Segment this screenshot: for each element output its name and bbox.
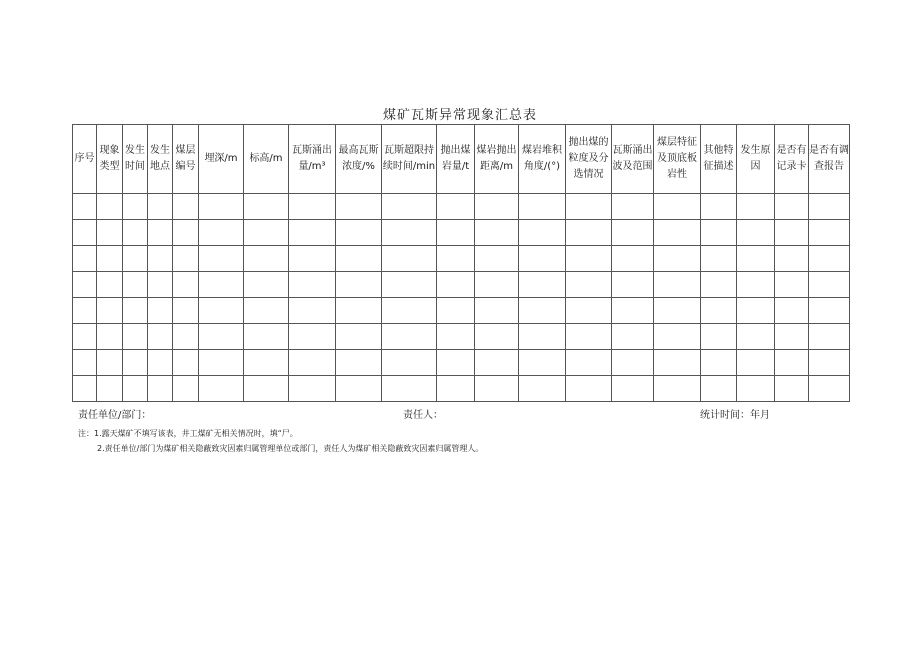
column-header — [612, 125, 654, 194]
column-header-label: 其他特征描述 — [703, 145, 734, 172]
table-cell[interactable] — [173, 376, 199, 402]
table-cell[interactable] — [654, 324, 701, 350]
column-header-label: 抛出煤的粒度及分选情况 — [568, 137, 609, 180]
table-cell[interactable] — [123, 246, 148, 272]
table-cell[interactable] — [148, 194, 173, 220]
column-header-label: 煤层编号 — [175, 145, 196, 172]
column-header-label: 埋深/m — [204, 153, 238, 164]
table-cell[interactable] — [199, 220, 244, 246]
table-cell[interactable] — [809, 220, 850, 246]
table-cell[interactable] — [289, 194, 336, 220]
table-cell[interactable] — [519, 220, 566, 246]
table-cell[interactable] — [475, 298, 519, 324]
table-cell[interactable] — [701, 298, 737, 324]
table-cell[interactable] — [97, 350, 123, 376]
table-cell[interactable] — [199, 272, 244, 298]
table-cell[interactable] — [173, 350, 199, 376]
table-cell[interactable] — [519, 298, 566, 324]
table-cell[interactable] — [475, 350, 519, 376]
table-cell[interactable] — [566, 376, 612, 402]
table-cell[interactable] — [244, 350, 289, 376]
table-cell[interactable] — [566, 324, 612, 350]
table-cell[interactable] — [199, 376, 244, 402]
table-cell[interactable] — [519, 194, 566, 220]
table-cell[interactable] — [199, 246, 244, 272]
table-cell[interactable] — [654, 194, 701, 220]
table-cell[interactable] — [123, 376, 148, 402]
table-cell[interactable] — [244, 298, 289, 324]
table-cell[interactable] — [97, 298, 123, 324]
table-cell[interactable] — [737, 376, 775, 402]
table-cell[interactable] — [97, 220, 123, 246]
summary-table — [72, 124, 850, 402]
table-cell[interactable] — [737, 246, 775, 272]
table-cell[interactable] — [737, 324, 775, 350]
table-row — [73, 272, 850, 298]
table-cell[interactable] — [289, 376, 336, 402]
column-header — [382, 125, 437, 194]
table-cell[interactable] — [382, 194, 437, 220]
column-header-label: 煤层特征及顶底板岩性 — [657, 137, 697, 180]
table-cell[interactable] — [475, 246, 519, 272]
table-cell[interactable] — [244, 272, 289, 298]
table-cell[interactable] — [809, 246, 850, 272]
table-cell[interactable] — [519, 272, 566, 298]
table-cell[interactable] — [437, 376, 475, 402]
column-header — [97, 125, 123, 194]
column-header — [73, 125, 97, 194]
table-cell[interactable] — [654, 220, 701, 246]
column-header-label: 是否有记录卡 — [776, 145, 807, 172]
table-cell[interactable] — [654, 376, 701, 402]
table-cell[interactable] — [97, 272, 123, 298]
table-cell[interactable] — [199, 298, 244, 324]
column-header — [289, 125, 336, 194]
table-cell[interactable] — [336, 376, 382, 402]
table-cell[interactable] — [809, 194, 850, 220]
column-header — [199, 125, 244, 194]
table-cell[interactable] — [775, 272, 809, 298]
table-cell[interactable] — [519, 376, 566, 402]
table-cell[interactable] — [612, 350, 654, 376]
table-cell[interactable] — [775, 246, 809, 272]
table-cell[interactable] — [148, 272, 173, 298]
table-cell[interactable] — [654, 298, 701, 324]
column-header-label: 发生原因 — [740, 145, 771, 172]
table-cell[interactable] — [289, 350, 336, 376]
table-cell[interactable] — [701, 272, 737, 298]
table-cell[interactable] — [97, 194, 123, 220]
table-cell[interactable] — [654, 272, 701, 298]
table-row — [73, 194, 850, 220]
table-cell[interactable] — [289, 220, 336, 246]
table-cell[interactable] — [173, 220, 199, 246]
table-row — [73, 220, 850, 246]
note-1: 注：1.露天煤矿不填写该表，井工煤矿无相关情况时，填“尸。 — [78, 429, 298, 438]
table-cell[interactable] — [519, 246, 566, 272]
footer-responsible-person: 责任人： — [403, 410, 443, 421]
table-cell[interactable] — [382, 298, 437, 324]
table-cell[interactable] — [612, 272, 654, 298]
column-header — [336, 125, 382, 194]
table-cell[interactable] — [148, 324, 173, 350]
table-cell[interactable] — [97, 246, 123, 272]
table-cell[interactable] — [701, 324, 737, 350]
table-cell[interactable] — [382, 272, 437, 298]
table-cell[interactable] — [173, 272, 199, 298]
table-cell[interactable] — [148, 298, 173, 324]
table-cell[interactable] — [775, 220, 809, 246]
column-header — [437, 125, 475, 194]
table-cell[interactable] — [336, 324, 382, 350]
table-cell[interactable] — [97, 376, 123, 402]
table-cell[interactable] — [382, 246, 437, 272]
table-cell[interactable] — [336, 246, 382, 272]
table-cell[interactable] — [519, 350, 566, 376]
table-cell[interactable] — [437, 350, 475, 376]
table-cell[interactable] — [612, 194, 654, 220]
note-2: 2.责任单位/部门为煤矿相关隐蔽致灾因素归属管理单位或部门，责任人为煤矿相关隐蔽致灾因素归属管理人。 — [97, 444, 484, 453]
table-cell[interactable] — [73, 376, 97, 402]
table-cell[interactable] — [73, 246, 97, 272]
column-header — [173, 125, 199, 194]
table-cell[interactable] — [73, 272, 97, 298]
table-cell[interactable] — [199, 350, 244, 376]
page-title: 煤矿瓦斯异常现象汇总表 — [382, 108, 537, 123]
table-cell[interactable] — [148, 350, 173, 376]
table-cell[interactable] — [382, 350, 437, 376]
column-header-label: 发生地点 — [150, 145, 170, 172]
table-row — [73, 376, 850, 402]
column-header-label: 煤岩堆积角度/(°) — [522, 145, 562, 172]
table-cell[interactable] — [173, 298, 199, 324]
table-cell[interactable] — [382, 220, 437, 246]
table-cell[interactable] — [173, 246, 199, 272]
table-row — [73, 324, 850, 350]
table-cell[interactable] — [809, 376, 850, 402]
table-cell[interactable] — [73, 298, 97, 324]
column-header — [701, 125, 737, 194]
table-cell[interactable] — [566, 194, 612, 220]
table-cell[interactable] — [244, 246, 289, 272]
table-cell[interactable] — [336, 272, 382, 298]
table-row — [73, 246, 850, 272]
table-cell[interactable] — [199, 194, 244, 220]
footer-responsible-unit: 责任单位/部门： — [78, 410, 152, 421]
table-cell[interactable] — [775, 194, 809, 220]
column-header — [123, 125, 148, 194]
table-cell[interactable] — [775, 298, 809, 324]
table-cell[interactable] — [123, 220, 148, 246]
column-header-label: 抛出煤岩量/t — [440, 145, 471, 172]
table-cell[interactable] — [612, 376, 654, 402]
table-cell[interactable] — [475, 376, 519, 402]
table-cell[interactable] — [336, 298, 382, 324]
table-cell[interactable] — [654, 246, 701, 272]
table-cell[interactable] — [123, 298, 148, 324]
table-cell[interactable] — [199, 324, 244, 350]
column-header-label: 现象类型 — [99, 145, 120, 172]
table-cell[interactable] — [336, 194, 382, 220]
column-header-label: 瓦斯超限持续时间/min — [382, 145, 436, 172]
table-cell[interactable] — [775, 324, 809, 350]
column-header-label: 是否有调查报告 — [809, 145, 849, 172]
table-cell[interactable] — [737, 298, 775, 324]
table-cell[interactable] — [382, 376, 437, 402]
table-cell[interactable] — [123, 272, 148, 298]
table-cell[interactable] — [775, 376, 809, 402]
table-cell[interactable] — [566, 350, 612, 376]
table-cell[interactable] — [809, 298, 850, 324]
table-row — [73, 298, 850, 324]
table-cell[interactable] — [737, 350, 775, 376]
table-cell[interactable] — [289, 246, 336, 272]
table-cell[interactable] — [244, 324, 289, 350]
table-cell[interactable] — [654, 350, 701, 376]
column-header — [475, 125, 519, 194]
table-cell[interactable] — [612, 246, 654, 272]
table-cell[interactable] — [148, 220, 173, 246]
table-cell[interactable] — [148, 376, 173, 402]
table-cell[interactable] — [475, 272, 519, 298]
table-cell[interactable] — [123, 350, 148, 376]
column-header — [566, 125, 612, 194]
table-cell[interactable] — [612, 324, 654, 350]
column-header-label: 瓦斯涌出波及范围 — [612, 145, 653, 172]
table-cell[interactable] — [73, 350, 97, 376]
table-cell[interactable] — [123, 194, 148, 220]
table-cell[interactable] — [437, 246, 475, 272]
footer-statistics-time: 统计时间：年月 — [700, 410, 770, 421]
table-body — [73, 194, 850, 402]
table-cell[interactable] — [289, 272, 336, 298]
table-cell[interactable] — [809, 324, 850, 350]
table-cell[interactable] — [148, 246, 173, 272]
table-cell[interactable] — [475, 324, 519, 350]
table-cell[interactable] — [566, 246, 612, 272]
table-cell[interactable] — [701, 220, 737, 246]
table-cell[interactable] — [336, 350, 382, 376]
column-header — [809, 125, 850, 194]
column-header-label: 瓦斯涌出量/m³ — [292, 145, 332, 172]
table-header-row — [73, 125, 850, 194]
table-cell[interactable] — [244, 220, 289, 246]
table-cell[interactable] — [612, 220, 654, 246]
table-row — [73, 350, 850, 376]
table-cell[interactable] — [775, 350, 809, 376]
table-cell[interactable] — [737, 194, 775, 220]
table-cell[interactable] — [566, 272, 612, 298]
table-cell[interactable] — [519, 324, 566, 350]
table-cell[interactable] — [437, 298, 475, 324]
table-cell[interactable] — [566, 220, 612, 246]
table-cell[interactable] — [73, 194, 97, 220]
table-cell[interactable] — [566, 298, 612, 324]
table-cell[interactable] — [475, 194, 519, 220]
table-cell[interactable] — [437, 220, 475, 246]
table-cell[interactable] — [701, 194, 737, 220]
table-cell[interactable] — [173, 324, 199, 350]
table-cell[interactable] — [244, 376, 289, 402]
column-header-label: 标高/m — [249, 153, 283, 164]
table-cell[interactable] — [737, 220, 775, 246]
table-cell[interactable] — [475, 220, 519, 246]
table-cell[interactable] — [173, 194, 199, 220]
column-header — [654, 125, 701, 194]
table-cell[interactable] — [382, 324, 437, 350]
table-cell[interactable] — [97, 324, 123, 350]
table-cell[interactable] — [809, 350, 850, 376]
table-cell[interactable] — [289, 298, 336, 324]
table-cell[interactable] — [244, 194, 289, 220]
table-cell[interactable] — [437, 324, 475, 350]
column-header-label: 最高瓦斯浓度/% — [338, 145, 379, 172]
column-header-label: 序号 — [74, 153, 95, 164]
table-cell[interactable] — [612, 298, 654, 324]
column-header — [737, 125, 775, 194]
column-header — [148, 125, 173, 194]
table-cell[interactable] — [73, 220, 97, 246]
column-header — [519, 125, 566, 194]
table-cell[interactable] — [701, 350, 737, 376]
table-cell[interactable] — [437, 272, 475, 298]
table-cell[interactable] — [73, 324, 97, 350]
table-cell[interactable] — [737, 272, 775, 298]
table-cell[interactable] — [701, 246, 737, 272]
column-header-label: 发生时间 — [125, 145, 145, 172]
table-cell[interactable] — [123, 324, 148, 350]
column-header — [775, 125, 809, 194]
column-header — [244, 125, 289, 194]
table-cell[interactable] — [289, 324, 336, 350]
table-cell[interactable] — [336, 220, 382, 246]
table-cell[interactable] — [701, 376, 737, 402]
table-cell[interactable] — [809, 272, 850, 298]
table-cell[interactable] — [437, 194, 475, 220]
column-header-label: 煤岩抛出距离/m — [476, 145, 517, 172]
